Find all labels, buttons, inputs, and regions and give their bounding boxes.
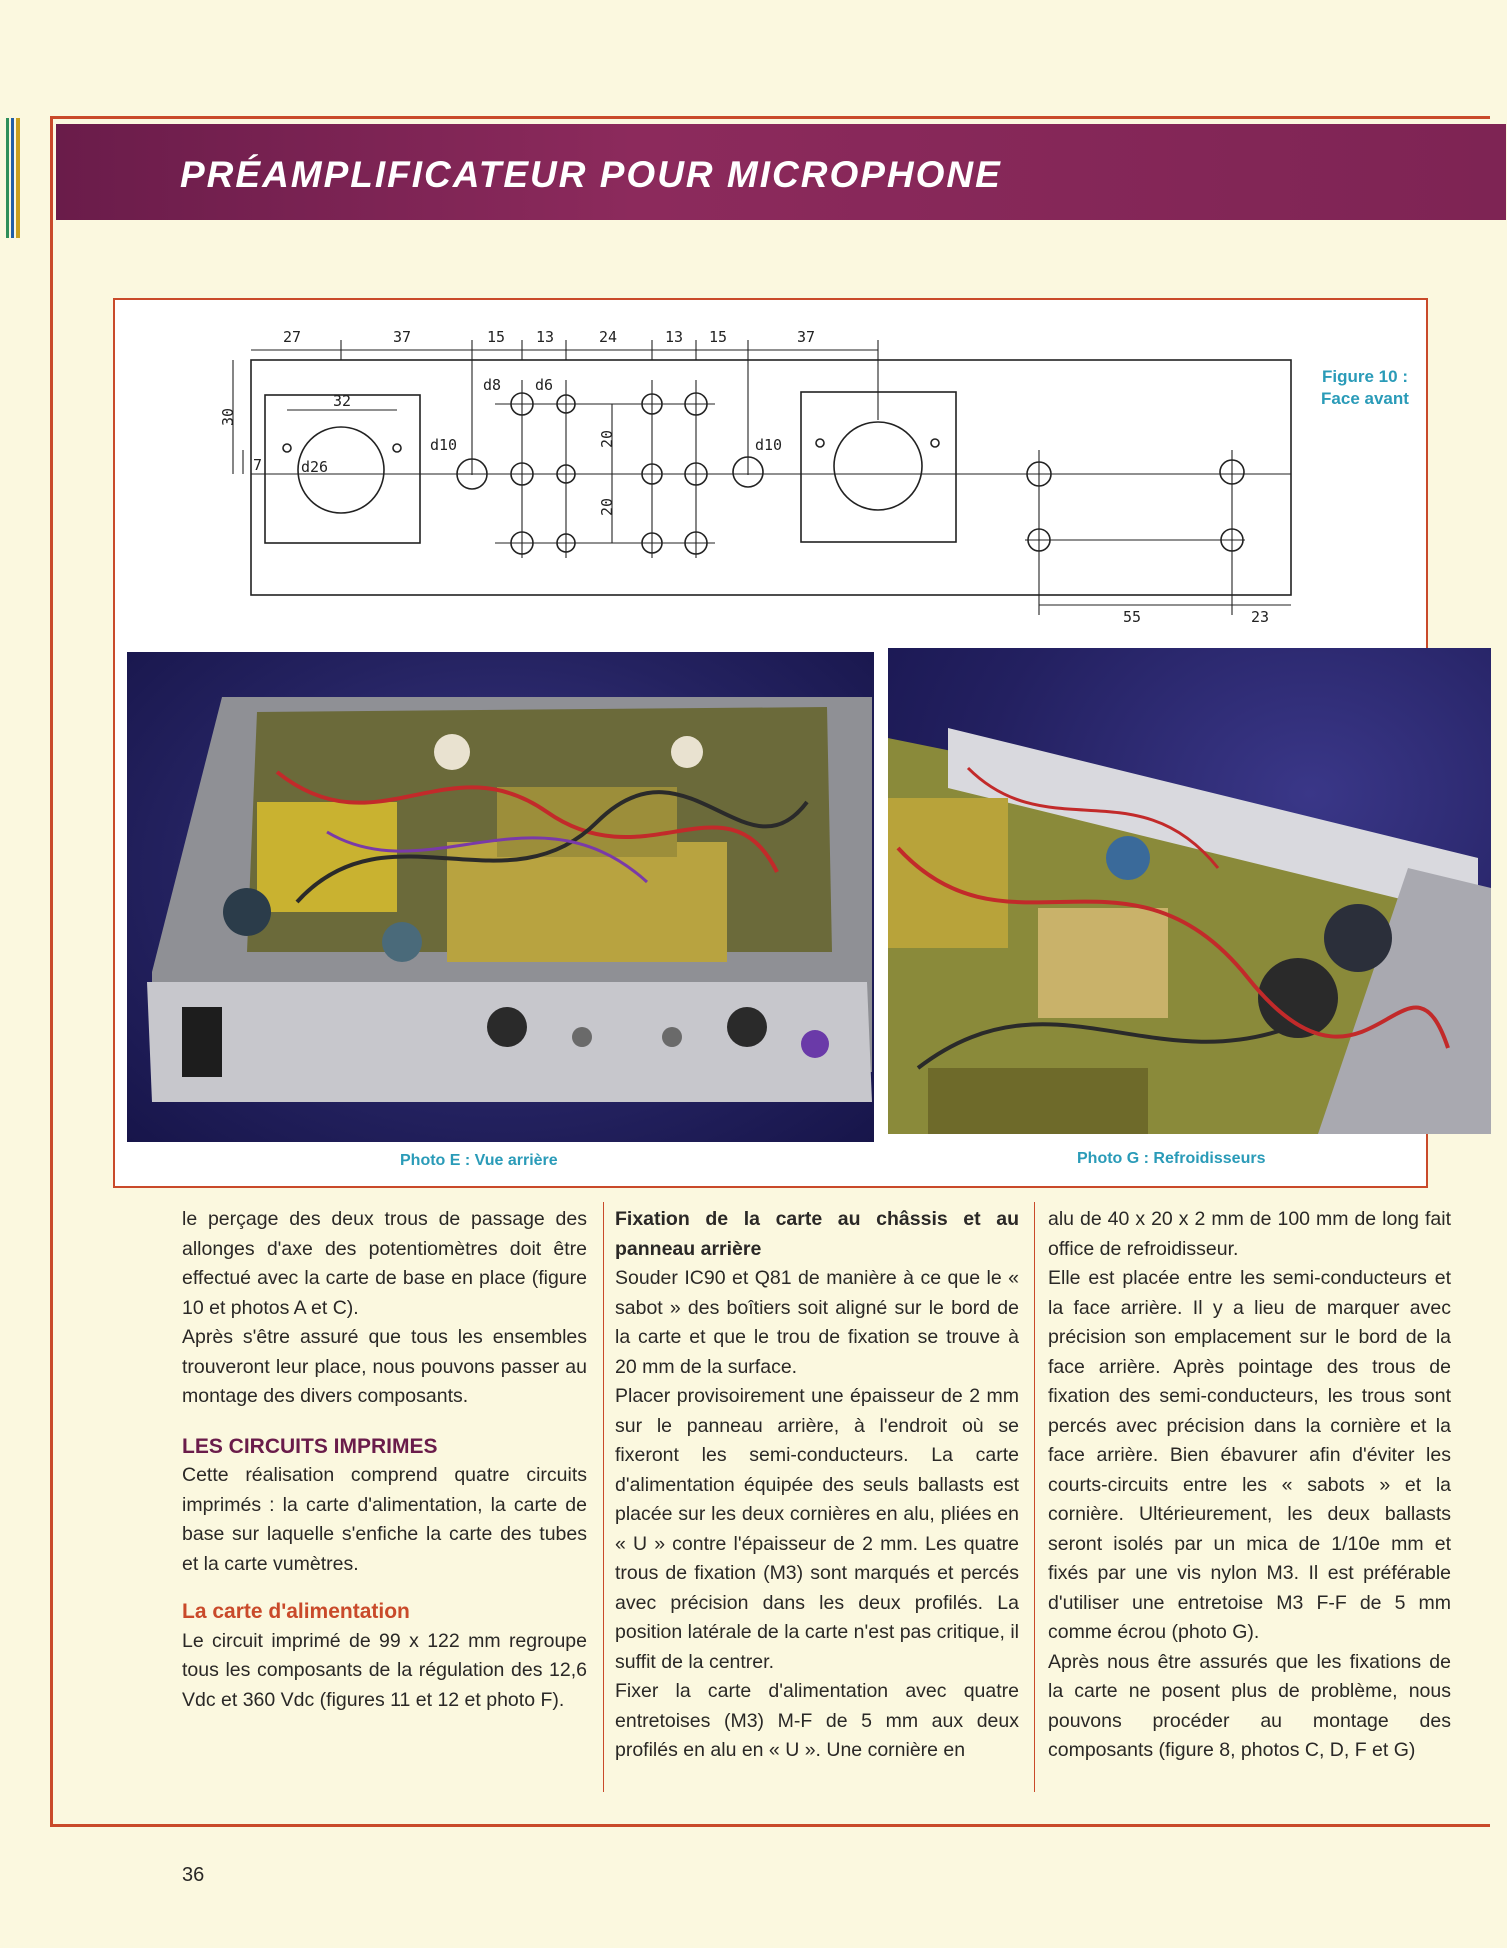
dim-side-32: 32 [333,392,352,410]
section-heading-circuits: LES CIRCUITS IMPRIMES [182,1434,438,1458]
col3-paragraph-3: Après nous être assurés que les fixations de la carte ne posent plus de problème, nous pouvons procéder au montage des composants (figure 8, photos C, D, F et G) [1048,1650,1451,1761]
dim-side-7: 7 [253,456,263,474]
column-divider-1 [603,1202,604,1792]
col2-paragraph-2: Placer provisoirement une épaisseur de 2 mm sur le panneau arrière, à l'endroit où se fixeront les semi-conducteurs. La carte d'alimentation équipée des seuls ballasts est placée sur les deux cornières en alu, pliées en « U » contre l'épaisseur de 2 mm. Les quatre trous de fixation (M3) sont marqués et percés avec précision dans les deux profilés. La position latérale de la carte n'est pas critique, il suffit de la centrer. [615,1385,1019,1673]
col3-paragraph-1: alu de 40 x 20 x 2 mm de 100 mm de long fait office de refroidisseur. [1048,1208,1451,1260]
text-column-3 [1048,1205,1451,1766]
dim-top-3: 15 [487,328,506,346]
hole-d26-right [834,422,922,510]
subheading-alimentation: La carte d'alimentation [182,1600,410,1623]
dim-top-7: 15 [709,328,728,346]
dim-bottom-55: 55 [1123,608,1142,626]
dim-top-2: 37 [393,328,412,346]
subheading-fixation: Fixation de la carte au châssis et au panneau arrière [615,1208,1019,1260]
dim-bottom-23: 23 [1251,608,1270,626]
label-d10-left: d10 [430,436,458,454]
xlr-plate-left [265,395,420,543]
dim-side-20a: 20 [598,429,616,448]
text-column-2 [615,1205,1019,1766]
column-divider-2 [1034,1202,1035,1792]
col1-paragraph-1: le perçage des deux trous de passage des allonges d'axe des potentiomètres doit être effectué avec la carte de base en place (figure 10 et photos A et C). [182,1208,587,1319]
dim-top-1: 27 [283,328,302,346]
photo-e-caption: Photo E : Vue arrière [400,1152,558,1169]
label-d10-right: d10 [755,436,783,454]
label-d8: d8 [483,376,502,394]
figure-10-caption [1305,366,1425,410]
bottom-rule [50,1824,1490,1827]
page-number: 36 [182,1864,205,1886]
col1-paragraph-2: Après s'être assuré que tous les ensembles trouveront leur place, nous pouvons passer au montage des divers composants. [182,1326,587,1407]
page-edge-color-marks [6,118,20,238]
text-column-1 [182,1205,587,1715]
figure-10-caption-number: Figure 10 : [1322,367,1408,386]
dim-top-4: 13 [536,328,555,346]
dim-top-6: 13 [665,328,684,346]
dim-top-5: 24 [599,328,618,346]
header-band [56,124,1506,220]
figure-10-caption-title: Face avant [1321,389,1409,408]
top-rule [50,116,1490,119]
col2-paragraph-1: Souder IC90 et Q81 de manière à ce que le « sabot » des boîtiers soit aligné sur le bord de la carte et que le trou de fixation se trouve à 20 mm de la surface. [615,1267,1019,1378]
col3-paragraph-2: Elle est placée entre les semi-conducteurs et la face arrière. Il y a lieu de marquer avec précision son emplacement sur le bord de la face arrière. Après pointage des trous de fixation des semi-conducteurs, les trous sont percés avec précision dans la cornière et la face arrière. Bien ébavurer afin d'éviter les courts-circuits entre les « sabots » et la cornière. Ultérieurement, les deux ballasts seront isolés par un mica de 1/10e mm et fixés par une vis nylon M3. Il est préférable d'utiliser une entretoise M3 F-F de 5 mm comme écrou (photo G). [1048,1267,1451,1643]
front-panel-drawing [115,300,1426,640]
dim-side-20b: 20 [598,497,616,516]
col1-paragraph-3: Cette réalisation comprend quatre circuits imprimés : la carte d'alimentation, la carte de base sur laquelle s'enfiche la carte des tubes et la carte vumètres. [182,1464,587,1575]
article-title: PRÉAMPLIFICATEUR POUR MICROPHONE [180,154,1002,195]
left-rule [50,116,53,1826]
photo-g-caption: Photo G : Refroidisseurs [1077,1150,1266,1167]
col1-paragraph-4: Le circuit imprimé de 99 x 122 mm regroupe tous les composants de la régulation des 12,6 Vdc et 360 Vdc (figures 11 et 12 et photo F). [182,1629,587,1711]
label-d6: d6 [535,376,554,394]
photo-g-image [888,648,1491,1134]
dim-side-30: 30 [219,407,237,426]
label-d26: d26 [301,458,329,476]
dim-top-8: 37 [797,328,816,346]
figure-frame [113,298,1428,1188]
col2-paragraph-3: Fixer la carte d'alimentation avec quatre entretoises (M3) M-F de 5 mm aux deux profilés en alu en « U ». Une cornière en [615,1680,1019,1761]
photo-e-image [127,652,874,1142]
